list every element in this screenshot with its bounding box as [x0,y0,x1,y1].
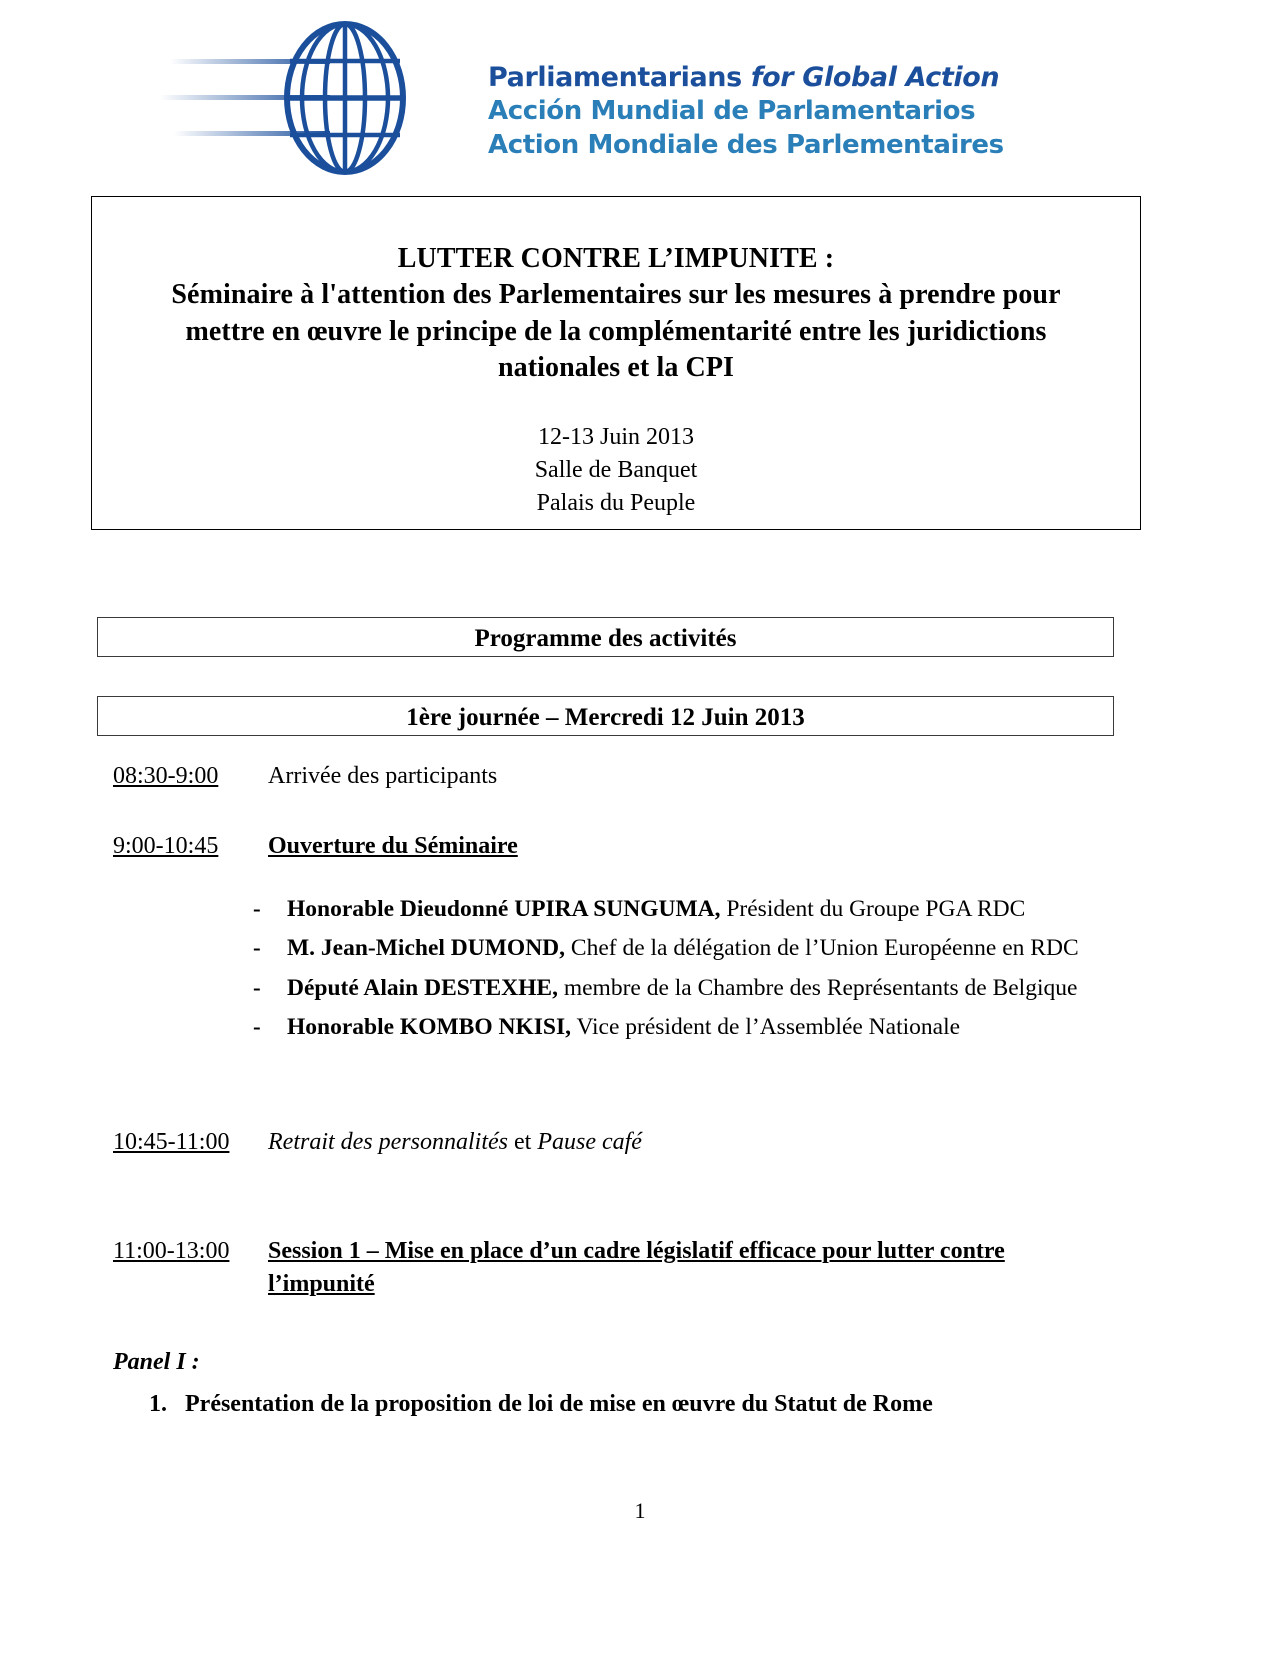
globe-icon [160,18,470,178]
org-name-spanish: Acción Mundial de Parlamentarios [488,96,976,127]
list-item [253,932,1083,965]
speaker-name: Honorable Dieudonné UPIRA SUNGUMA, [287,895,721,922]
list-item [253,1011,1083,1044]
event-date: 12-13 Juin 2013 [538,423,694,450]
event-details [118,421,1114,520]
event-building: Palais du Peuple [536,489,696,516]
event-room: Salle de Banquet [534,456,698,483]
spacer [113,1199,1113,1235]
list-item [253,893,1083,926]
org-name-english-italic: for Global Action [750,62,1000,93]
bullet-dash: - [253,974,261,1000]
speaker-entry [287,893,1083,926]
panel-item-number: 1. [149,1390,167,1417]
bullet-dash: - [253,1013,261,1039]
agenda-list [113,760,1113,1420]
agenda-desc-coffee [258,1126,1113,1158]
org-name-english [488,60,1128,95]
agenda-time-opening: 9:00-10:45 [113,833,219,860]
org-name-english-plain: Parliamentarians [488,62,751,93]
title-box-content [92,197,1140,520]
agenda-row-coffee [113,1126,1113,1158]
organization-names [488,60,1128,163]
list-item [253,972,1083,1005]
pga-logo [160,18,470,178]
coffee-text-conj: et [507,1129,538,1156]
agenda-desc-opening: Ouverture du Séminaire [268,833,518,860]
panel-item [149,1388,1113,1420]
coffee-text-1: Retrait des personnalités [268,1129,508,1156]
speaker-name: Honorable KOMBO NKISI, [287,1013,571,1040]
coffee-text-2: Pause café [537,1129,642,1156]
agenda-row-arrival [113,760,1113,792]
seminar-title [118,241,1114,387]
agenda-time-session1: 11:00-13:00 [113,1237,230,1264]
panel-item-text: Présentation de la proposition de loi de mise en œuvre du Statut de Rome [185,1390,933,1417]
agenda-desc-arrival: Arrivée des participants [268,763,498,789]
page-number: 1 [634,1498,646,1523]
speaker-list [253,893,1083,1044]
title-box [91,196,1141,530]
panel-label: Panel I : [113,1348,200,1375]
seminar-title-line-3: mettre en œuvre le principe de la complémentarité entre les juridictions [185,315,1047,347]
agenda-time-coffee: 10:45-11:00 [113,1129,230,1156]
speaker-role: membre de la Chambre des Représentants de Belgique [557,974,1078,1001]
speaker-entry [287,972,1083,1005]
day1-banner-label: 1ère journée – Mercredi 12 Juin 2013 [406,704,805,731]
spacer [113,1050,1113,1090]
spacer [113,792,1113,830]
spacer [113,1090,1113,1126]
speaker-role: Chef de la délégation de l’Union Européenne en RDC [565,935,1079,962]
agenda-time-arrival: 08:30-9:00 [113,763,219,789]
seminar-title-line-4: nationales et la CPI [497,352,735,384]
bullet-dash: - [253,935,261,961]
agenda-row-opening [113,830,1113,862]
speaker-name: M. Jean-Michel DUMOND, [287,935,566,962]
speaker-entry [287,932,1083,965]
agenda-desc-session1: Session 1 – Mise en place d’un cadre législatif efficace pour lutter contre l’impunité [268,1237,1005,1297]
programme-banner-label: Programme des activités [474,625,737,652]
seminar-title-line-1: LUTTER CONTRE L’IMPUNITE : [397,243,835,274]
programme-banner [97,617,1114,657]
day1-banner [97,696,1114,736]
speaker-role: Vice président de l’Assemblée Nationale [571,1013,961,1040]
speaker-role: Président du Groupe PGA RDC [720,895,1026,922]
document-header [0,18,1280,178]
seminar-title-line-2: Séminaire à l'attention des Parlementaires sur les mesures à prendre pour [171,279,1061,311]
speaker-entry [287,1011,1083,1044]
agenda-row-session1 [113,1235,1113,1301]
spacer [113,1159,1113,1199]
bullet-dash: - [253,895,261,921]
org-name-french: Action Mondiale des Parlementaires [488,129,1004,160]
speaker-name: Député Alain DESTEXHE, [287,974,558,1001]
